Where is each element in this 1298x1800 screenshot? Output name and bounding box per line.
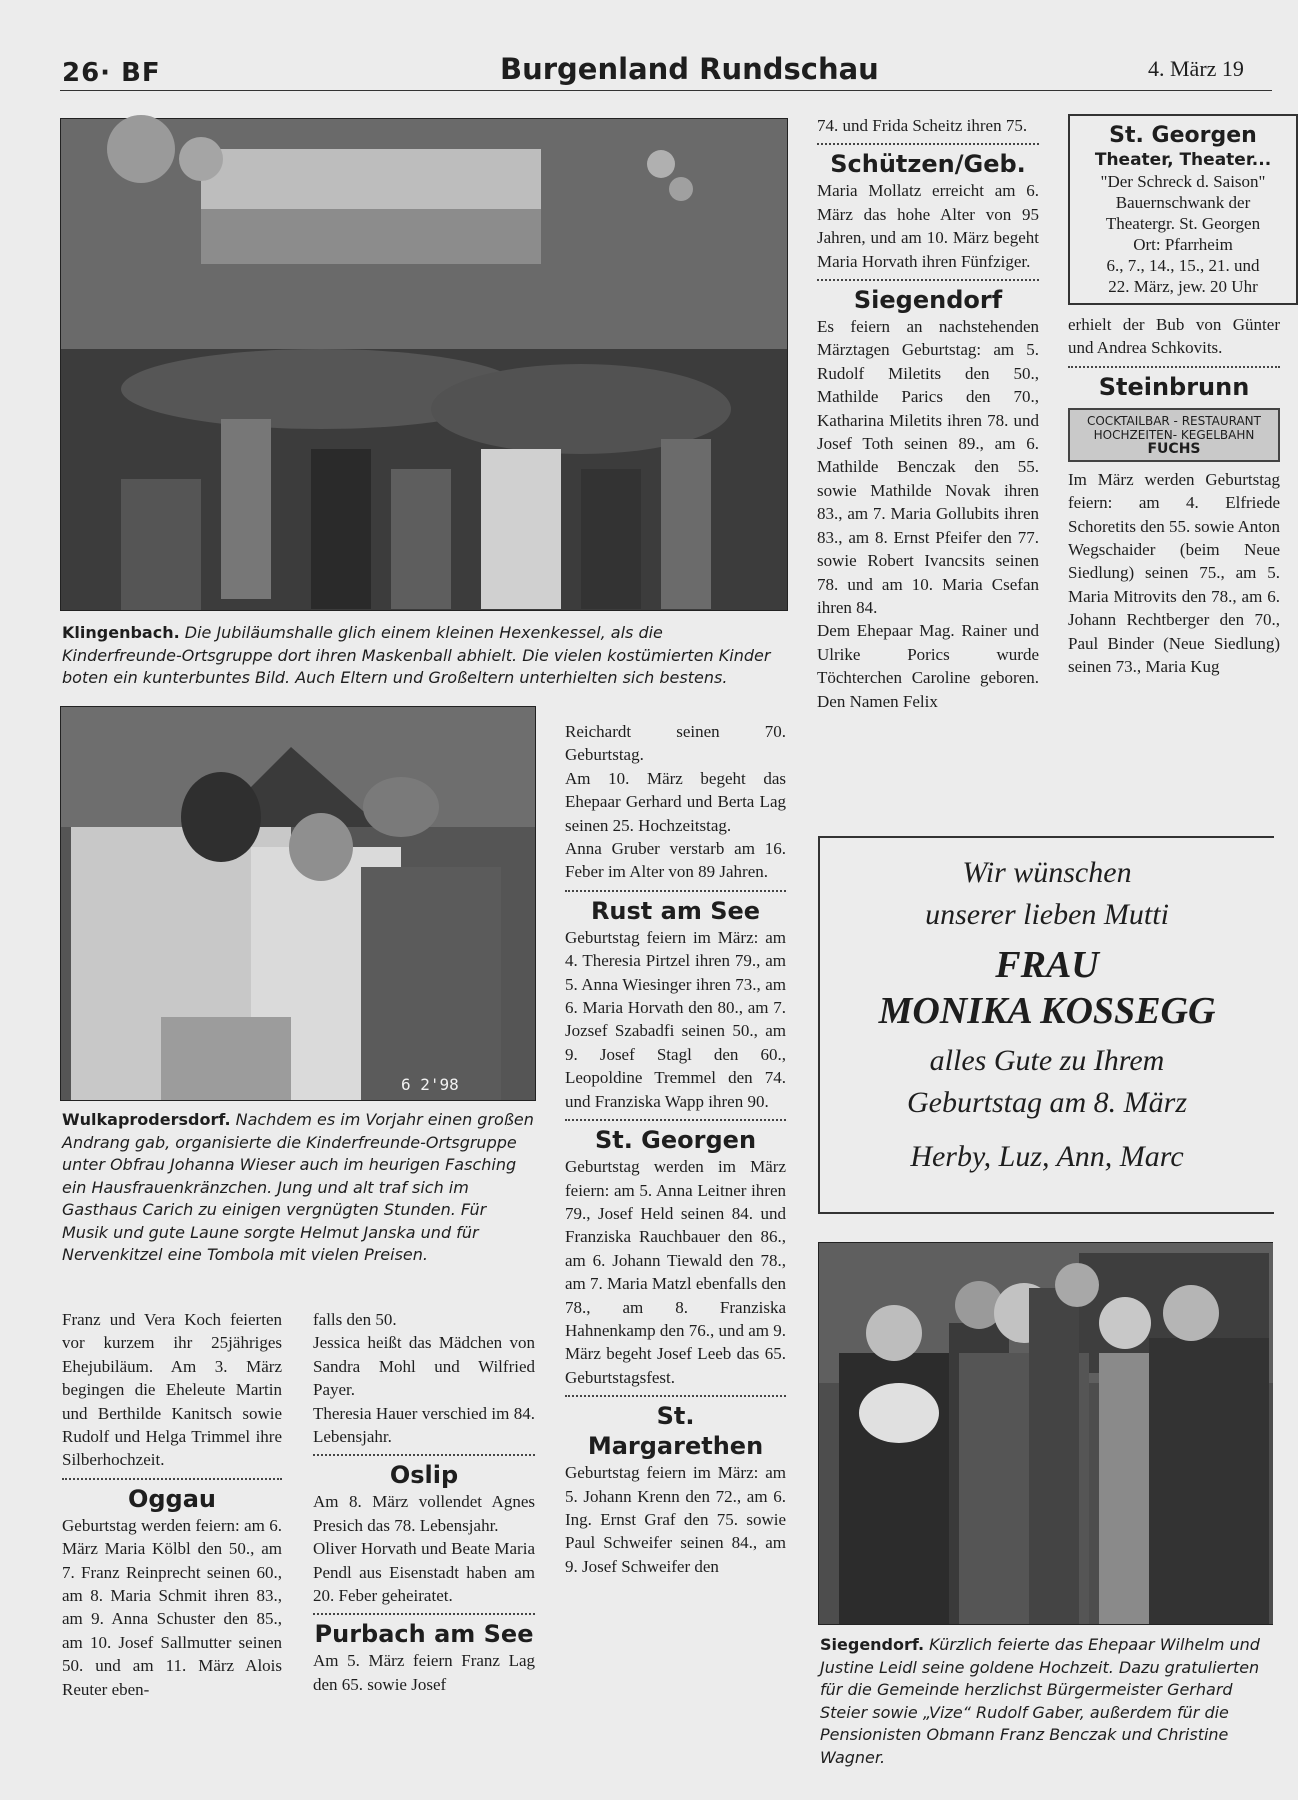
caption-place: Klingenbach. <box>62 623 180 642</box>
caption-text: Nachdem es im Vorjahr einen großen Andrang gab, organisierte die Kinderfreunde-Ortsgruppe unter Obfrau Johanna Wieser auch im heurigen Fasching ein Hausfrauenkränzchen. Jung und alt traf sich im Gasthaus Carich zu einigen vergnügten Stunden. Für Musik und gute Laune sorgte Helmut Janska und für Nervenkitzel eine Tombola mit vielen Preisen. <box>62 1110 534 1264</box>
column-e <box>1068 114 1281 814</box>
caption-text: Die Jubiläumshalle glich einem kleinen Hexenkessel, als die Kinderfreunde-Ortsgruppe dort ihren Maskenball abhielt. Die vielen kostümierten Kinder boten ein kunterbuntes Bild. Auch Eltern und Großeltern unterhielten sich bestens. <box>62 623 771 687</box>
photo-date-stamp: 6 2'98 <box>401 1075 459 1094</box>
section-heading-steinbrunn: Steinbrunn <box>1068 366 1280 402</box>
column-b <box>313 1308 535 1696</box>
box-line: Theatergr. St. Georgen <box>1105 214 1261 233</box>
page-number: 26· BF <box>62 58 161 88</box>
greeting-content <box>820 838 1274 1178</box>
box-line: Bauernschwank der <box>1115 193 1251 212</box>
article-text: Geburtstag feiern im März: am 4. Theresia Pirtzel ihren 79., am 5. Anna Wiesinger ihren 73., am 6. Maria Horvath den 80., am 7. Jozsef Szabadfi seinen 50., am 9. Josef Stagl den 60., Leopoldine Tremmel den 74. und Franziska Wapp ihren 90. <box>565 927 786 1111</box>
article-text: falls den 50. <box>313 1310 397 1329</box>
greeting-signature: Herby, Luz, Ann, Marc <box>910 1140 1184 1173</box>
article-text: Dem Ehepaar Mag. Rainer und Ulrike Porics wurde Töchterchen Caroline geboren. Den Namen Felix <box>817 621 1039 711</box>
box-subheading: Theater, Theater... <box>1094 150 1272 170</box>
section-heading-st-margarethen: St. Margarethen <box>565 1395 786 1461</box>
box-line: 6., 7., 14., 15., 21. und <box>1106 256 1260 275</box>
article-text: Am 8. März vollendet Agnes Presich das 78. Lebensjahr. <box>313 1492 535 1535</box>
photo-siegendorf <box>818 1242 1273 1625</box>
greeting-name: MONIKA KOSSEGG <box>878 990 1216 1032</box>
article-text: Jessica heißt das Mädchen von Sandra Mohl und Wilfried Payer. <box>313 1333 535 1400</box>
column-d <box>817 114 1039 713</box>
greeting-line: alles Gute zu Ihrem <box>929 1044 1165 1077</box>
caption-siegendorf <box>820 1634 1272 1767</box>
caption-text: Kürzlich feierte das Ehepaar Wilhelm und Justine Leidl seine goldene Hochzeit. Dazu gratulierten für die Gemeinde herzlichst Bürgermeister Gerhard Steier sowie „Vize“ Rudolf Gaber, außerdem für die Pensionisten Obmann Franz Benczak und Christine Wagner. <box>820 1635 1260 1767</box>
caption-klingenbach <box>62 622 784 690</box>
article-text: erhielt der Bub von Günter und Andrea Schkovits. <box>1068 315 1280 358</box>
section-heading-rust: Rust am See <box>565 890 786 926</box>
greeting-box <box>818 836 1274 1214</box>
box-line: "Der Schreck d. Saison" <box>1100 172 1266 191</box>
caption-wulkaprodersdorf <box>62 1109 536 1267</box>
column-c <box>565 720 786 1578</box>
newspaper-title: Burgenland Rundschau <box>500 52 879 86</box>
article-text: Maria Mollatz erreicht am 6. März das hohe Alter von 95 Jahren, und am 10. März begeht Maria Horvath ihren Fünfziger. <box>817 181 1039 271</box>
section-heading-oslip: Oslip <box>313 1454 535 1490</box>
photo-wulkaprodersdorf <box>60 706 536 1101</box>
article-text: Geburtstag werden im März feiern: am 5. Anna Leitner ihren 79., Josef Held seinen 84. und Franziska Rauchbauer den 86., am 6. Johann Tiewald den 78., am 7. Maria Matzl ebenfalls den 78., am 8. Franziska Hahnenkamp den 76., und am 9. März begeht Josef Leeb das 65. Geburtstagsfest. <box>565 1157 786 1387</box>
section-heading-siegendorf: Siegendorf <box>817 279 1039 315</box>
section-heading-purbach: Purbach am See <box>313 1613 535 1649</box>
article-text: Am 10. März begeht das Ehepaar Gerhard und Berta Lag seinen 25. Hochzeitstag. <box>565 768 786 835</box>
section-heading-oggau: Oggau <box>62 1478 282 1514</box>
theater-box <box>1068 114 1298 305</box>
photo-klingenbach <box>60 118 788 611</box>
caption-place: Siegendorf. <box>820 1635 925 1654</box>
issue-date: 4. März 19 <box>1148 56 1244 81</box>
greeting-name: FRAU <box>995 944 1099 986</box>
article-text: Franz und Vera Koch feierten vor kurzem ihr 25jähriges Ehejubiläum. Am 3. März begingen die Eheleute Martin und Berthilde Kanitsch sowie Rudolf und Helga Trimmel ihre Silberhochzeit. <box>62 1310 282 1470</box>
box-heading: St. Georgen <box>1109 123 1257 148</box>
article-text: Oliver Horvath und Beate Maria Pendl aus Eisenstadt haben am 20. Feber geheiratet. <box>313 1539 535 1606</box>
column-e-text <box>1068 313 1280 678</box>
column-a <box>62 1308 282 1701</box>
fuchs-ad <box>1068 408 1280 462</box>
section-heading-schuetzen: Schützen/Geb. <box>817 143 1039 179</box>
box-line: Ort: Pfarrheim <box>1133 235 1233 254</box>
ad-name: FUCHS <box>1147 440 1201 457</box>
ad-line: COCKTAILBAR - RESTAURANT <box>1086 413 1261 428</box>
article-text: Anna Gruber verstarb am 16. Feber im Alter von 89 Jahren. <box>565 839 786 882</box>
greeting-line: Geburtstag am 8. März <box>906 1086 1187 1119</box>
article-text: Reichardt seinen 70. Geburtstag. <box>565 722 786 765</box>
header-rule <box>60 90 1272 91</box>
ad-line: HOCHZEITEN- KEGELBAHN <box>1093 427 1255 442</box>
article-text: Geburtstag feiern im März: am 5. Johann Krenn den 72., am 6. Ing. Ernst Graf den 75. sowie Paul Schweifer seinen 84., am 9. Josef Schweifer den <box>565 1463 786 1576</box>
article-text: Theresia Hauer verschied im 84. Lebensjahr. <box>313 1403 535 1447</box>
greeting-line: Wir wünschen <box>962 856 1132 889</box>
article-text: Am 5. März feiern Franz Lag den 65. sowie Josef <box>313 1651 535 1694</box>
article-text: Es feiern an nachstehenden Märztagen Geburtstag: am 5. Rudolf Miletits den 50., Mathilde Parics den 70., Katharina Miletits ihren 78. und Josef Toth seinen 89., am 6. Mathilde Benczak den 55. sowie Mathilde Novak ihren 83., am 7. Maria Gollubits ihren 83., am 8. Ernst Pfeifer den 77. sowie Robert Ivancsits seinen 78. und am 10. Maria Csefan ihren 84. <box>817 317 1039 617</box>
greeting-line: unserer lieben Mutti <box>925 898 1169 931</box>
article-text: 74. und Frida Scheitz ihren 75. <box>817 116 1028 135</box>
section-heading-st-georgen: St. Georgen <box>565 1119 786 1155</box>
article-text: Geburtstag werden feiern: am 6. März Maria Kölbl den 50., am 7. Franz Reinprecht seinen 60., am 8. Maria Schmit ihren 83., am 9. Anna Schuster den 85., am 10. Josef Sallmutter seinen 50. und am 11. März Alois Reuter eben- <box>62 1515 282 1699</box>
box-line: 22. März, jew. 20 Uhr <box>1108 277 1258 296</box>
article-text: Im März werden Geburtstag feiern: am 4. Elfriede Schoretits den 55. sowie Anton Wegschaider (beim Neue Siedlung) seinen 75., am 5. Maria Mitrovits den 78., am 6. Johann Rechtberger den 70., Paul Binder (Neue Siedlung) seinen 73., Maria Kug <box>1068 469 1281 677</box>
caption-place: Wulkaprodersdorf. <box>62 1110 231 1129</box>
